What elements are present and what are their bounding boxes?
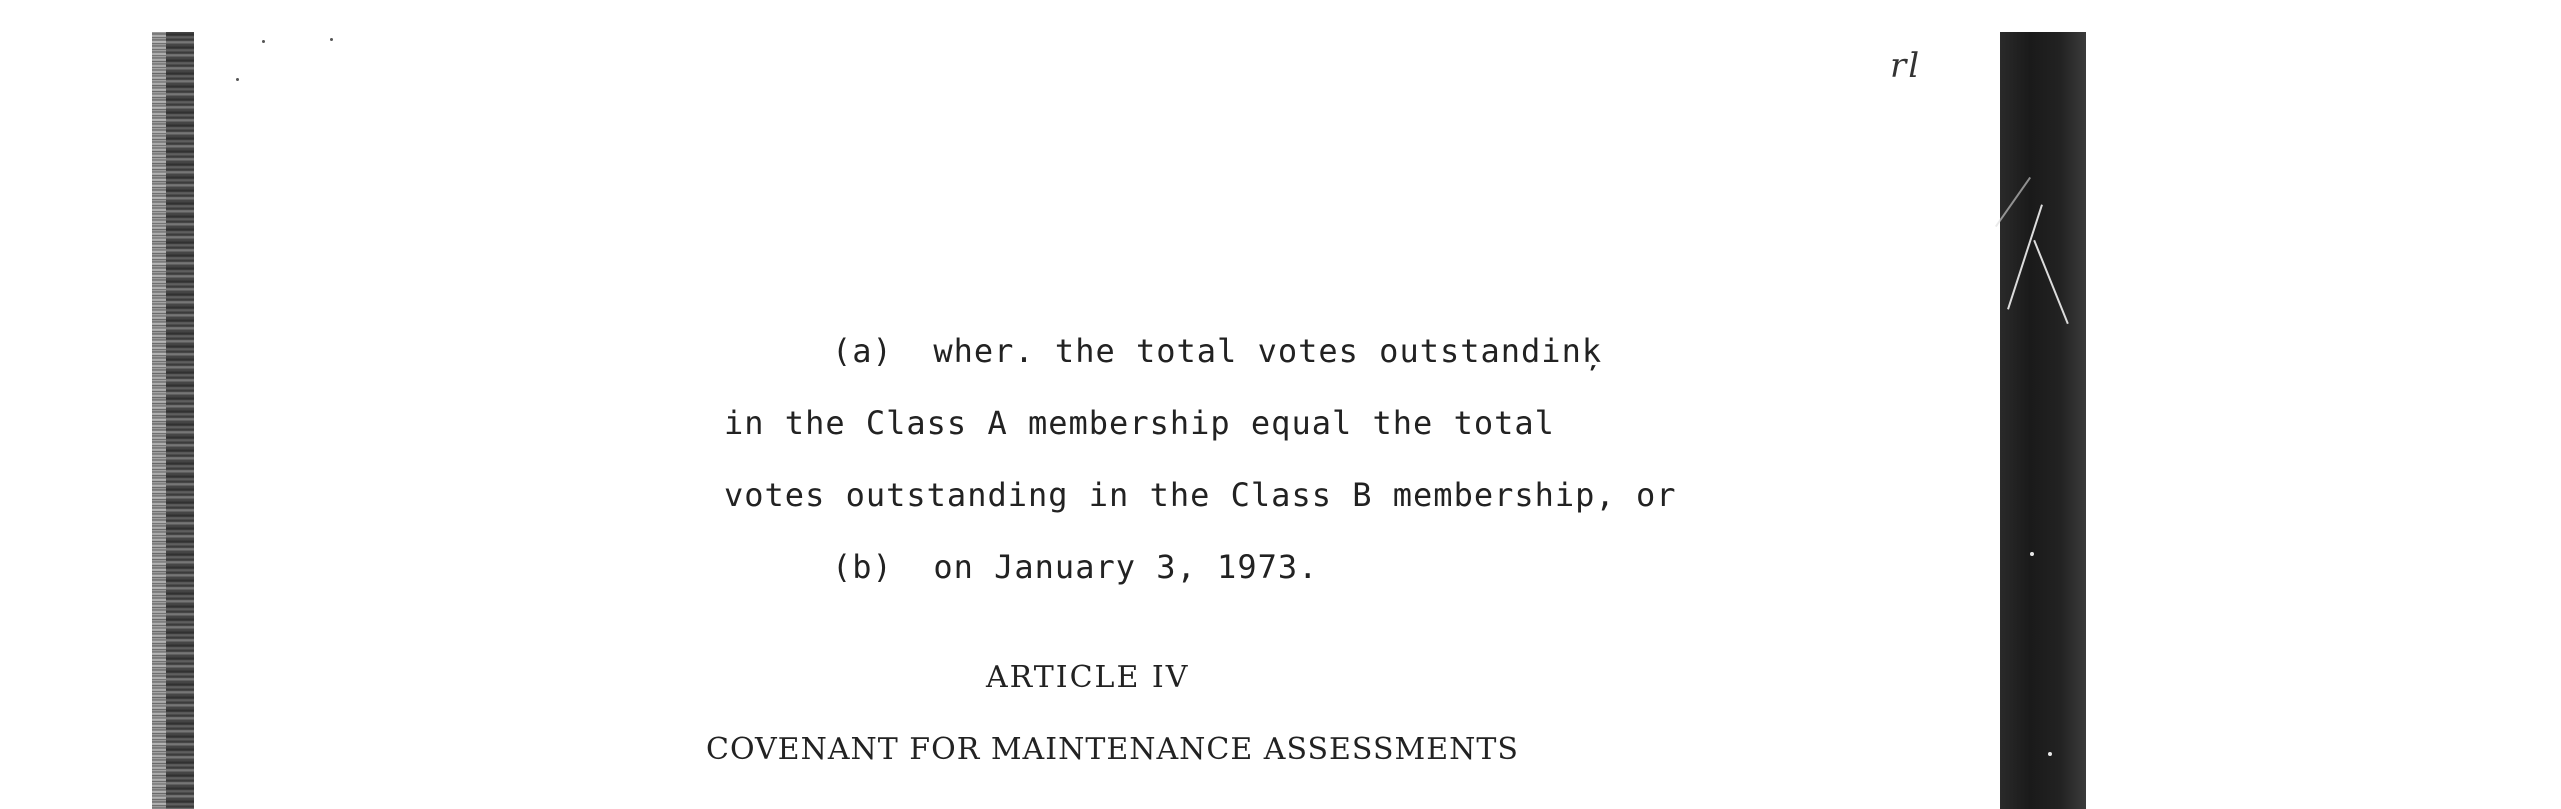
scan-noise-dot (330, 38, 333, 41)
body-line: votes outstanding in the Class B membership, or (724, 476, 1677, 514)
article-title: COVENANT FOR MAINTENANCE ASSESSMENTS (706, 732, 1519, 767)
scan-speck (2048, 752, 2052, 756)
left-binding-edge (152, 32, 194, 809)
right-scanner-band (2000, 32, 2086, 809)
handwritten-page-mark: rl (1890, 46, 1922, 86)
article-heading: ARTICLE IV (986, 660, 1190, 695)
body-line: (b) on January 3, 1973. (832, 548, 1319, 586)
scan-streak (1995, 177, 2031, 227)
scan-noise-dot (236, 78, 239, 81)
scan-noise-dot (262, 40, 265, 43)
scan-streak (2007, 204, 2043, 309)
body-line: in the Class A membership equal the total (724, 404, 1555, 442)
body-line: (a) wher. the total votes outstandinķ (832, 332, 1603, 370)
scan-streak (2033, 240, 2069, 324)
scan-speck (2030, 552, 2034, 556)
